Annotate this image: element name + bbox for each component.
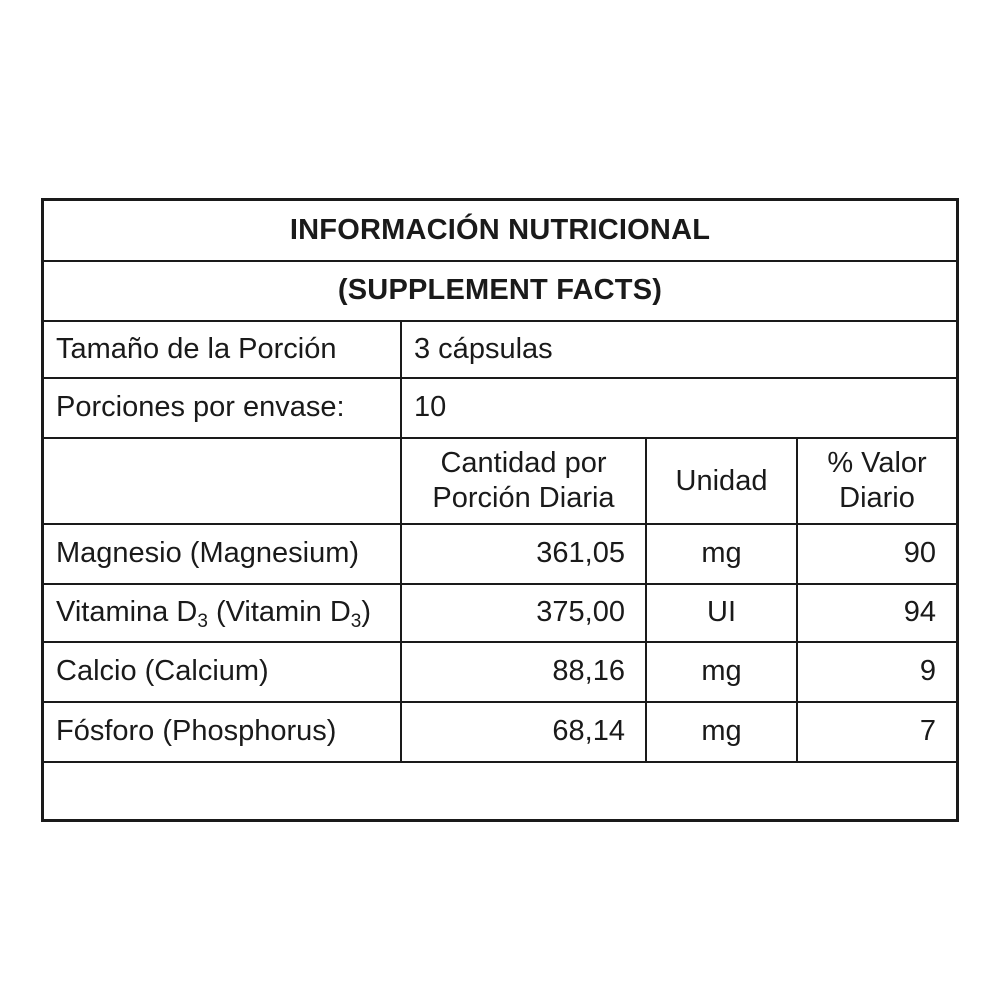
serving-size-label: Tamaño de la Porción bbox=[44, 321, 401, 378]
nutrient-name: Fósforo (Phosphorus) bbox=[44, 702, 401, 762]
table-subtitle: (SUPPLEMENT FACTS) bbox=[44, 261, 956, 321]
nutrient-unit: mg bbox=[646, 702, 797, 762]
unit-header: Unidad bbox=[646, 438, 797, 524]
nutrient-daily-value: 90 bbox=[797, 524, 956, 584]
dv-header-line1: % Valor bbox=[827, 447, 927, 480]
nutrient-unit: mg bbox=[646, 642, 797, 702]
amount-header-line2: Porción Diaria bbox=[432, 482, 615, 514]
serving-size-row bbox=[44, 321, 956, 378]
nutrient-unit: mg bbox=[646, 524, 797, 584]
nutrient-amount: 375,00 bbox=[401, 584, 646, 642]
table-title: INFORMACIÓN NUTRICIONAL bbox=[44, 201, 956, 261]
servings-per-container-label: Porciones por envase: bbox=[44, 378, 401, 438]
nutrient-name-part: Vitamina D bbox=[56, 596, 198, 629]
servings-per-container-row bbox=[44, 378, 956, 438]
table-row bbox=[44, 702, 956, 762]
empty-footer-row bbox=[44, 762, 956, 819]
supplement-facts-label bbox=[41, 198, 959, 822]
empty-footer-cell bbox=[44, 762, 956, 819]
nutrient-name: Magnesio (Magnesium) bbox=[44, 524, 401, 584]
amount-header bbox=[401, 438, 646, 524]
nutrient-amount: 361,05 bbox=[401, 524, 646, 584]
serving-size-value: 3 cápsulas bbox=[401, 321, 956, 378]
nutrient-unit: UI bbox=[646, 584, 797, 642]
nutrition-table bbox=[44, 201, 956, 819]
nutrient-name bbox=[44, 584, 401, 642]
nutrient-daily-value: 7 bbox=[797, 702, 956, 762]
column-header-row bbox=[44, 438, 956, 524]
table-row bbox=[44, 642, 956, 702]
subtitle-row bbox=[44, 261, 956, 321]
nutrient-daily-value: 9 bbox=[797, 642, 956, 702]
nutrient-name-part: ) bbox=[361, 596, 372, 629]
dv-header-line2: Diario bbox=[839, 482, 915, 514]
nutrient-name: Calcio (Calcium) bbox=[44, 642, 401, 702]
empty-header-cell bbox=[44, 438, 401, 524]
amount-header-line1: Cantidad por bbox=[440, 447, 607, 480]
nutrient-amount: 88,16 bbox=[401, 642, 646, 702]
nutrient-name-part: (Vitamin D bbox=[207, 596, 351, 629]
nutrient-amount: 68,14 bbox=[401, 702, 646, 762]
servings-per-container-value: 10 bbox=[401, 378, 956, 438]
title-row bbox=[44, 201, 956, 261]
nutrient-daily-value: 94 bbox=[797, 584, 956, 642]
subscript: 3 bbox=[350, 611, 362, 633]
table-row bbox=[44, 524, 956, 584]
table-row bbox=[44, 584, 956, 642]
daily-value-header bbox=[797, 438, 956, 524]
subscript: 3 bbox=[197, 611, 208, 633]
